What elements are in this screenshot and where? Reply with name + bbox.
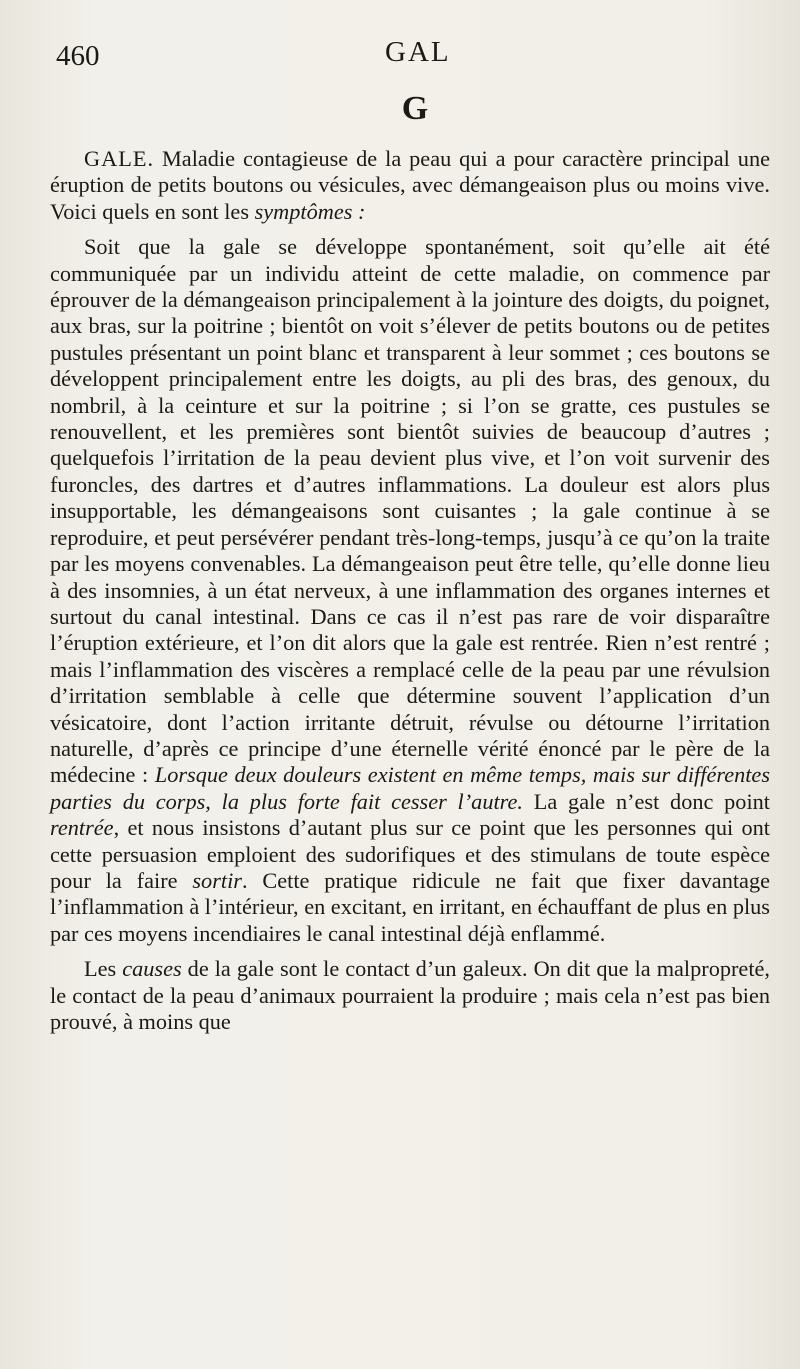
italic-text: rentrée bbox=[50, 815, 114, 841]
entry-text bbox=[50, 146, 770, 1035]
text-run: Soit que la gale se développe spontanément, soit qu’elle ait été communiquée par un individu atteint de cette maladie, on commence par éprouver de la démangeaison principalement à la jointure des doigts, du poignet, aux bras, sur la poitrine ; bientôt on voit s’élever de petits boutons ou de petites pustules présentant un point blanc et transparent à leur sommet ; ces boutons se développent principalement entre les doigts, au pli des bras, des genoux, du nombril, à la ceinture et sur la poitrine ; si l’on se gratte, ces pustules se renouvellent, et les premières sont bientôt suivies de beaucoup d’autres ; quelquefois l’irritation de la peau devient plus vive, et l’on voit survenir des furoncles, des dartres et d’autres inflammations. La douleur est alors plus insupportable, les démangeaisons sont cuisantes ; la gale continue à se reproduire, et peut persévérer pendant très-long-temps, jusqu’à ce qu’on la traite par les moyens convenables. La démangeaison peut être telle, qu’elle donne lieu à des insomnies, à un état nerveux, à une inflammation des organes internes et surtout du canal intestinal. Dans ce cas il n’est pas rare de voir disparaître l’éruption extérieure, et l’on dit alors que la gale est rentrée. Rien n’est rentré ; mais l’inflammation des viscères a remplacé celle de la peau par une révulsion d’irritation semblable à celle que détermine souvent l’application d’un vésicatoire, dont l’action irritante détruit, révulse ou détourne l’irritation naturelle, d’après ce principe d’une éternelle vérité énoncé par le père de la médecine : bbox=[50, 234, 770, 788]
paragraph bbox=[50, 956, 770, 1035]
text-run: La gale n’est donc point bbox=[523, 788, 770, 814]
running-head: GAL bbox=[385, 36, 451, 68]
italic-text: causes bbox=[122, 956, 182, 982]
text-run: , et nous insistons d’autant plus sur ce point que les personnes qui ont cette persuasion emploient des sudorifiques et des stimulans de toute espèce pour la faire bbox=[50, 815, 770, 893]
italic-text: sortir bbox=[192, 867, 242, 893]
italic-text: Lorsque deux douleurs existent en même temps, mais sur différentes parties du corps, la plus forte fait cesser l’autre. bbox=[50, 762, 771, 814]
paragraph bbox=[50, 234, 770, 947]
text-run: de la gale sont le contact d’un galeux. On dit que la malpropreté, le contact de la peau d’animaux pourraient la produire ; mais cela n’est pas bien prouvé, à moins que bbox=[50, 956, 770, 1034]
italic-text: : bbox=[352, 198, 366, 224]
text-run: Les bbox=[84, 956, 123, 982]
text-run: . Cette pratique ridicule ne fait que fixer davantage l’inflammation à l’intérieur, en excitant, en irritant, en échauffant de plus en plus par ces moyens incendiaires le canal intestinal déjà enflammé. bbox=[50, 867, 770, 946]
section-letter: G bbox=[401, 90, 429, 127]
paragraph bbox=[50, 146, 770, 225]
headword: GALE. bbox=[84, 146, 155, 171]
page-number: 460 bbox=[56, 40, 100, 72]
text-run: Maladie contagieuse de la peau qui a pour caractère principal une éruption de petits boutons ou vésicules, avec démangeaison plus ou moins vive. Voici quels en sont les bbox=[50, 146, 770, 224]
page-header bbox=[50, 34, 770, 84]
italic-text: symptômes bbox=[254, 198, 353, 224]
